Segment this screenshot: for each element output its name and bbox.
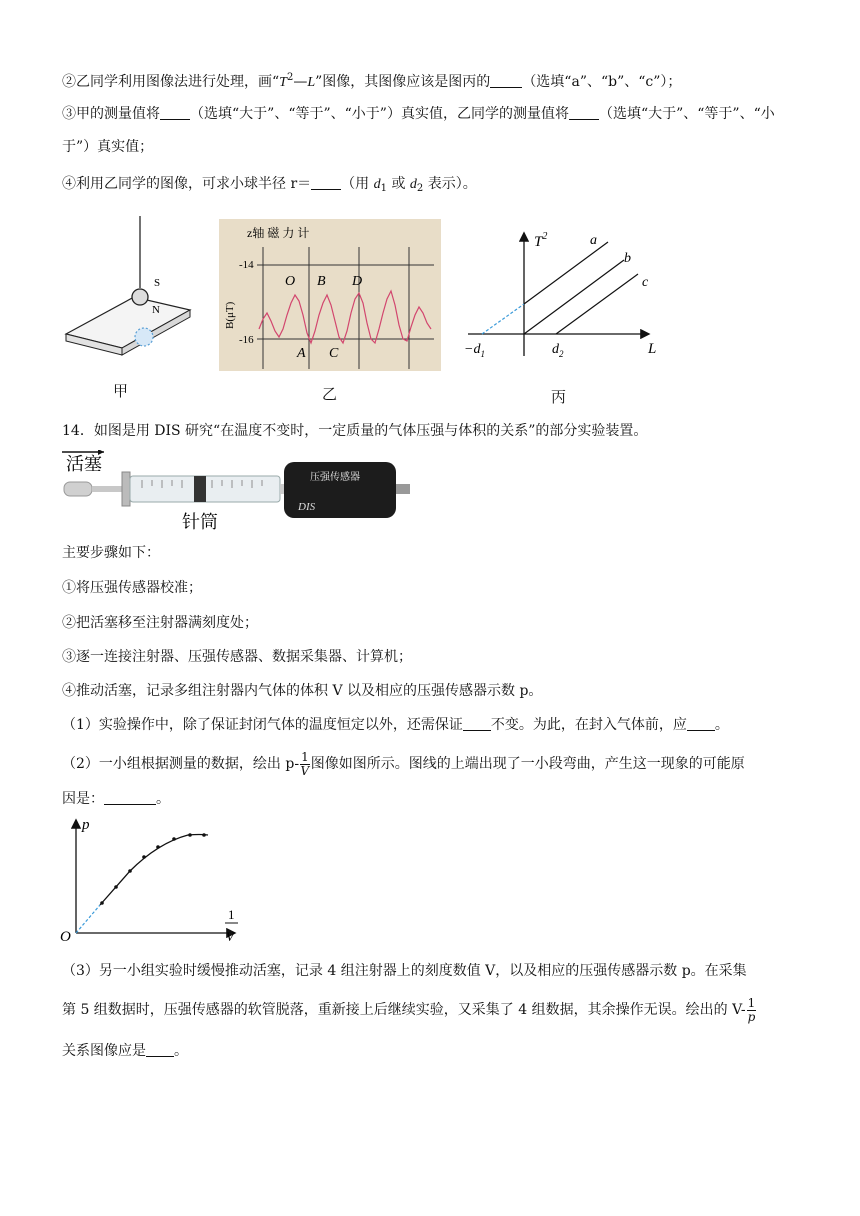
q14-sub3-line2: 第 5 组数据时，压强传感器的软管脱落，重新接上后继续实验，又采集了 4 组数据，其余操作无误。绘出的 V- $\frac{1}{p}$	[62, 995, 756, 1024]
syringe-photo	[62, 450, 412, 532]
peak-b: B	[317, 274, 326, 289]
answer-blank	[569, 105, 599, 120]
data-points	[100, 833, 206, 905]
label-a: a	[590, 233, 597, 248]
fraction-1-over-p: $\frac{1}{p}$	[747, 995, 756, 1024]
label-n: N	[152, 304, 160, 316]
figure-yi	[219, 219, 441, 371]
q13-part4-line: ④利用乙同学的图像，可求小球半径 r＝ （用 $d_1$ 或 $d_2$ 表示）。	[62, 176, 477, 194]
fraction-1-over-v: $\frac{1}{V}$	[300, 749, 310, 778]
label-s: S	[154, 277, 161, 289]
label-b: b	[624, 251, 631, 266]
tick-top: -14	[239, 259, 254, 271]
q13-part2-line: ②乙同学利用图像法进行处理，画“$T^2—L$”图像，其图像应该是图丙的 （选填“a”、“b”、“c”）；	[62, 72, 682, 90]
q14-stem: 14．如图是用 DIS 研究“在温度不变时，一定质量的气体压强与体积的关系”的部分实验装置。	[62, 423, 648, 439]
figure-bing	[458, 226, 668, 366]
trough-c: C	[329, 346, 339, 361]
figure-jia	[62, 212, 202, 372]
plunger-head	[64, 482, 92, 496]
caption-yi: 乙	[322, 385, 338, 403]
extension-dashed	[482, 304, 524, 334]
answer-blank	[146, 1042, 174, 1057]
p-curve	[100, 835, 208, 906]
trough-a: A	[297, 346, 306, 361]
answer-blank	[490, 73, 522, 88]
q13-part3-line2: 于”）真实值；	[62, 139, 154, 155]
label-neg-d1: $-d_1$	[464, 342, 485, 359]
answer-blank	[687, 716, 715, 731]
bing-ylabel: $T^2$	[534, 231, 548, 250]
sensor-brand: DIS	[298, 501, 316, 513]
label-d2: $d_2$	[552, 342, 564, 359]
sensor-label: 压强传感器	[310, 472, 360, 483]
answer-blank	[311, 175, 341, 190]
q13-part3-line1: ③甲的测量值将 （选填“大于”、“等于”、“小于”）真实值，乙同学的测量值将 （选填“大于”、“等于”、“小	[62, 106, 775, 122]
step-4: ④推动活塞，记录多组注射器内气体的体积 V 以及相应的压强传感器示数 p。	[62, 683, 543, 699]
label-barrel: 针筒	[182, 512, 218, 532]
graph-x-num: 1	[228, 907, 235, 922]
caption-bing: 丙	[551, 388, 567, 406]
origin-extension	[76, 905, 100, 933]
graph-x-den: V	[226, 929, 234, 944]
magnet-ball	[132, 289, 148, 305]
magnetometer-title: z轴 磁 力 计	[247, 226, 310, 240]
graph-origin: O	[60, 929, 71, 945]
graph-ylabel: p	[82, 817, 90, 833]
label-c: c	[642, 275, 649, 290]
q14-sub3-line1: （3）另一小组实验时缓慢推动活塞，记录 4 组注射器上的刻度数值 V，以及相应的压强传感器示数 p。在采集	[62, 963, 747, 979]
piston-seal	[194, 476, 206, 502]
q14-sub2-line1: （2）一小组根据测量的数据，绘出 p- $\frac{1}{V}$ 图像如图所示。图线的上端出现了一小段弯曲，产生这一现象的可能原	[62, 749, 745, 778]
label-piston: 活塞	[66, 454, 102, 474]
q14-sub1: （1）实验操作中，除了保证封闭气体的温度恒定以外，还需保证 不变。为此，在封入气体前，应 。	[62, 717, 729, 733]
yi-ylabel: B(μT)	[224, 301, 236, 329]
tick-bottom: -16	[239, 334, 254, 346]
q14-sub3-line3: 关系图像应是 。	[62, 1043, 188, 1059]
line-b	[524, 260, 624, 334]
step-2: ②把活塞移至注射器满刻度处；	[62, 615, 258, 631]
line-c	[556, 274, 638, 334]
p-inv-v-graph	[58, 815, 248, 950]
answer-blank	[463, 716, 491, 731]
steps-title: 主要步骤如下：	[62, 545, 160, 561]
step-3: ③逐一连接注射器、压强传感器、数据采集器、计算机；	[62, 649, 412, 665]
line-a	[524, 242, 608, 304]
answer-blank	[160, 105, 190, 120]
peak-o: O	[285, 274, 296, 289]
sensor-circle	[135, 328, 153, 346]
peak-d: D	[352, 274, 363, 289]
bing-xlabel: L	[648, 341, 657, 357]
caption-jia: 甲	[113, 382, 129, 400]
q14-sub2-line2: 因是： 。	[62, 791, 170, 807]
step-1: ①将压强传感器校准；	[62, 580, 202, 596]
answer-blank	[104, 790, 156, 805]
